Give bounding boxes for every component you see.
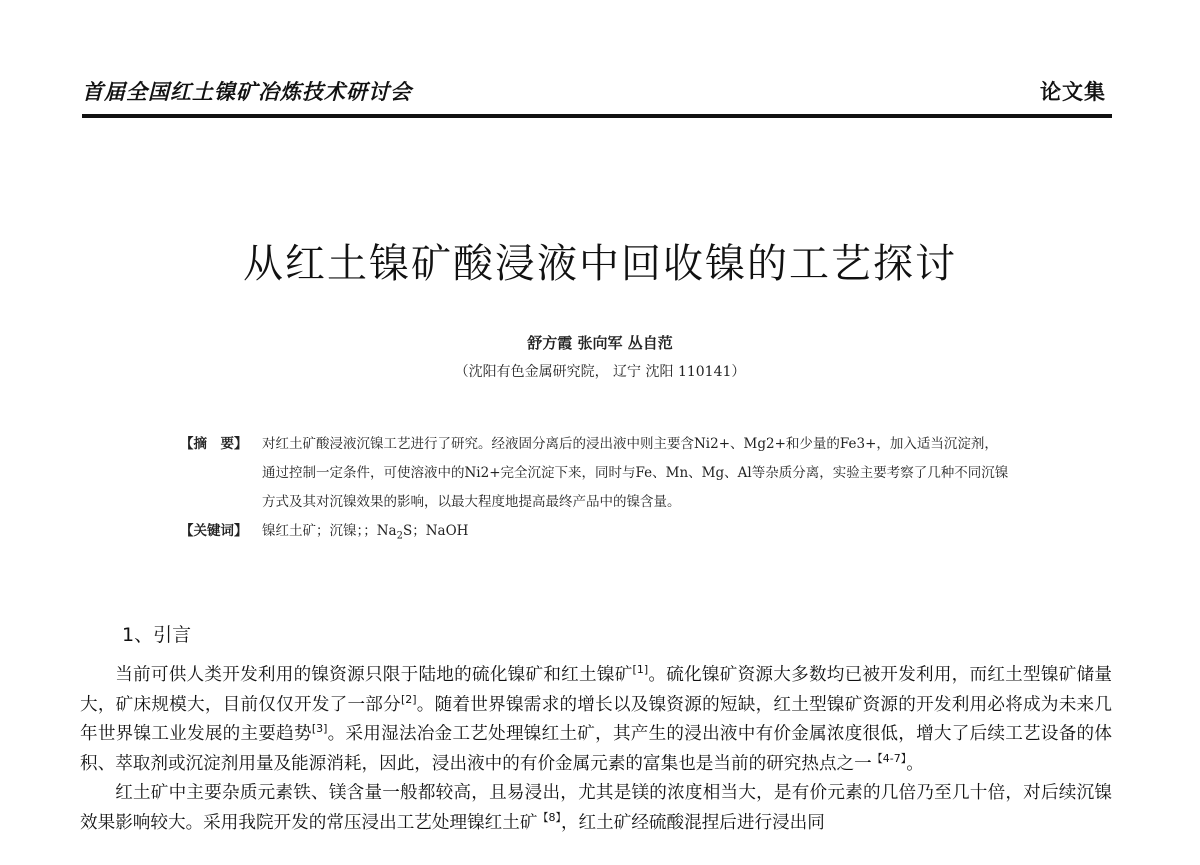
paragraph-text: ，红土矿经硫酸混捏后进行浸出同 — [560, 812, 825, 833]
authors: 舒方霞 张向军 丛自范 — [527, 334, 673, 352]
conference-name: 首届全国红土镍矿冶炼技术研讨会 — [82, 80, 412, 104]
abstract-block — [180, 430, 1010, 551]
paragraph-text: 当前可供人类开发利用的镍资源只限于陆地的硫化镍矿和红土镍矿 — [115, 665, 633, 685]
keywords-label: 【关键词】 — [180, 523, 248, 539]
citation-ref: [2] — [400, 692, 417, 706]
paragraph-text: 。硫化镍矿资源大多数均已被开发利用，而红土型镍矿储量大，矿床规模大，目前仅仅开发了一部分 — [80, 665, 1112, 715]
paragraph-text: 。 — [906, 753, 924, 774]
paragraph-text: 。采用湿法冶金工艺处理镍红土矿，其产生的浸出液中有价金属浓度很低，增大了后续工艺设备的体积、萃取剂或沉淀剂用量及能源消耗，因此，浸出液中的有价金属元素的富集也是当前的研究热点之一 — [80, 724, 1112, 774]
paragraph-text: 红土矿中主要杂质元素铁、镁含量一般都较高，且易浸出，尤其是镁的浓度相当大，是有价元素的几倍乃至几十倍，对后续沉镍效果影响较大。采用我院开发的常压浸出工艺处理镍红土矿 — [80, 783, 1112, 833]
keywords-row — [180, 517, 1010, 551]
citation-ref: [3] — [311, 722, 328, 736]
keywords-subscript: 2 — [396, 530, 403, 542]
running-header — [82, 72, 1112, 118]
abstract-label: 【摘 要】 — [180, 436, 248, 452]
keywords-part-b: S；NaOH — [403, 523, 469, 539]
citation-ref: 【4-7】 — [871, 751, 907, 765]
keywords-text — [262, 517, 1010, 551]
paper-title: 从红土镍矿酸浸液中回收镍的工艺探讨 — [243, 241, 957, 287]
collection-label: 论文集 — [1040, 80, 1106, 104]
paragraph-text: 。随着世界镍需求的增长以及镍资源的短缺，红土型镍矿资源的开发利用必将成为未来几年世界镍工业发展的主要趋势 — [80, 694, 1112, 744]
citation-ref: 【8】 — [537, 810, 561, 824]
affiliation: （沈阳有色金属研究院， 辽宁 沈阳 110141） — [454, 364, 746, 380]
paragraph — [80, 779, 1112, 838]
citation-ref: [1] — [632, 663, 649, 677]
body-text — [80, 661, 1112, 838]
header-rule — [82, 114, 1112, 118]
paragraph — [80, 661, 1112, 779]
abstract-text: 对红土矿酸浸液沉镍工艺进行了研究。经液固分离后的浸出液中则主要含Ni2+、Mg2+和少量的Fe3+，加入适当沉淀剂，通过控制一定条件，可使溶液中的Ni2+完全沉淀下来，同时与Fe、Mn、Mg、Al等杂质分离，实验主要考察了几种不同沉镍方式及其对沉镍效果的影响，以最大程度地提高最终产品中的镍含量。 — [262, 436, 1009, 510]
keywords-part-a: 镍红土矿；沉镍；；Na — [262, 523, 397, 539]
abstract-row — [180, 430, 1010, 517]
section-heading: 1、引言 — [122, 624, 192, 646]
